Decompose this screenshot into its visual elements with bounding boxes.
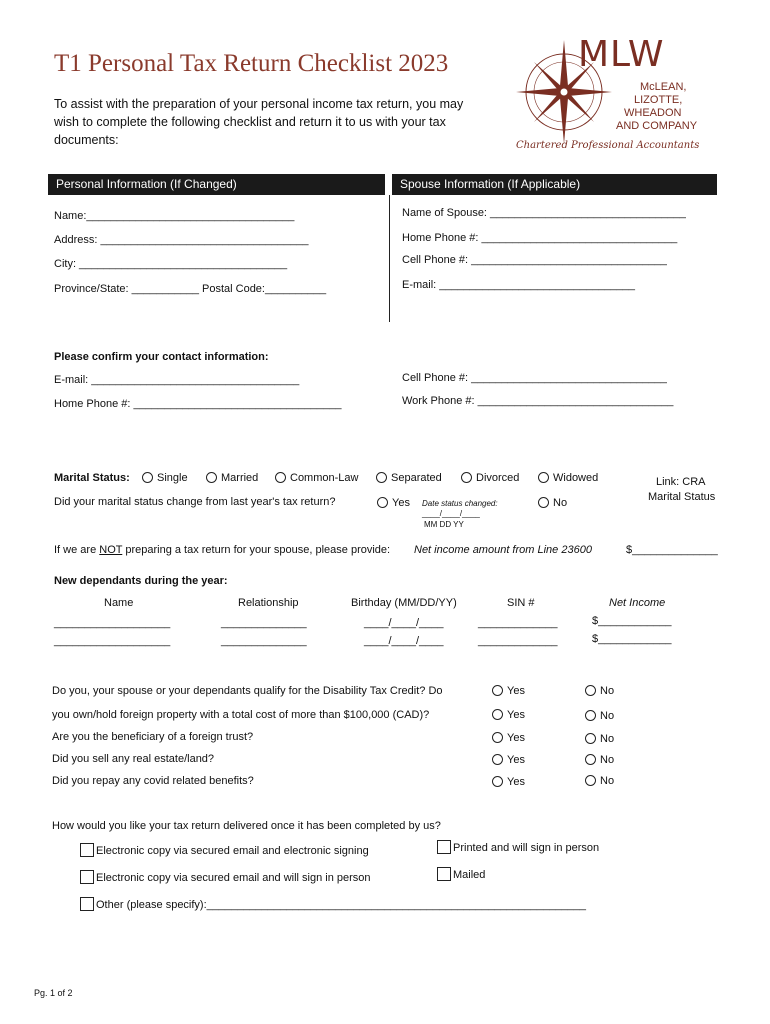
marital-option-separated[interactable]: Separated: [376, 472, 442, 484]
col-header-name: Name: [104, 597, 134, 609]
intro-text: To assist with the preparation of your personal income tax return, you may wish to complete the following checklist and return it to us with your tax documents:: [54, 97, 464, 147]
col-header-net-income: Net Income: [609, 597, 666, 609]
marital-option-married[interactable]: Married: [206, 472, 258, 484]
marital-status-label: Marital Status:: [54, 472, 130, 484]
contact-heading: Please confirm your contact information:: [54, 351, 269, 363]
section-divider: [389, 195, 390, 322]
question-3-no[interactable]: No: [585, 733, 614, 745]
radio-icon: [538, 472, 549, 483]
page-title: T1 Personal Tax Return Checklist 2023: [54, 50, 449, 77]
contact-email-field[interactable]: E-mail: __________________________________: [54, 374, 300, 386]
marital-option-common-law[interactable]: Common-Law: [275, 472, 358, 484]
dependant-2-sin[interactable]: _____________: [478, 635, 558, 647]
logo-line-4: AND COMPANY: [616, 120, 698, 132]
radio-icon: [492, 776, 503, 787]
firm-logo: [512, 34, 712, 160]
question-2: you own/hold foreign property with a total cost of more than $100,000 (CAD)?: [52, 709, 430, 721]
question-3: Are you the beneficiary of a foreign trust?: [52, 731, 254, 743]
question-5-yes[interactable]: Yes: [492, 776, 525, 788]
question-1: Do you, your spouse or your dependants qualify for the Disability Tax Credit? Do: [52, 685, 443, 697]
spouse-home-phone-field[interactable]: Home Phone #: ________________________________: [402, 232, 678, 244]
radio-icon: [377, 497, 388, 508]
spouse-income-question: If we are NOT preparing a tax return for your spouse, please provide:: [54, 544, 391, 556]
address-field[interactable]: Address: __________________________________: [54, 234, 309, 246]
radio-icon: [492, 732, 503, 743]
dependant-2-birthday[interactable]: ____/____/____: [364, 635, 444, 647]
delivery-question: How would you like your tax return delivered once it has been completed by us?: [52, 820, 441, 832]
spouse-cell-phone-field[interactable]: Cell Phone #: ________________________________: [402, 254, 667, 266]
name-field[interactable]: Name:__________________________________: [54, 210, 295, 222]
radio-icon: [275, 472, 286, 483]
question-4-yes[interactable]: Yes: [492, 754, 525, 766]
logo-line-1: McLEAN,: [640, 81, 687, 93]
page-number: Pg. 1 of 2: [34, 988, 73, 998]
radio-icon: [461, 472, 472, 483]
dependant-1-relationship[interactable]: ______________: [221, 617, 307, 629]
spouse-name-field[interactable]: Name of Spouse: ________________________________: [402, 207, 686, 219]
contact-cell-phone-field[interactable]: Cell Phone #: ________________________________: [402, 372, 667, 384]
dependant-1-name[interactable]: ___________________: [54, 617, 171, 629]
city-field[interactable]: City: __________________________________: [54, 258, 288, 270]
logo-line-2: LIZOTTE,: [634, 94, 683, 106]
marital-option-single[interactable]: Single: [142, 472, 188, 484]
radio-icon: [142, 472, 153, 483]
question-4: Did you sell any real estate/land?: [52, 753, 215, 765]
delivery-option-electronic-signing[interactable]: Electronic copy via secured email and electronic signing: [80, 843, 369, 857]
spouse-email-field[interactable]: E-mail: ________________________________: [402, 279, 636, 291]
radio-icon: [376, 472, 387, 483]
personal-info-header: Personal Information (If Changed): [48, 174, 385, 195]
dependant-2-relationship[interactable]: ______________: [221, 635, 307, 647]
marital-option-divorced[interactable]: Divorced: [461, 472, 519, 484]
date-format-label: MM DD YY: [424, 520, 464, 529]
marital-change-no[interactable]: No: [538, 497, 567, 509]
contact-home-phone-field[interactable]: Home Phone #: __________________________________: [54, 398, 342, 410]
question-5: Did you repay any covid related benefits?: [52, 775, 254, 787]
delivery-option-printed[interactable]: Printed and will sign in person: [437, 840, 599, 854]
question-5-no[interactable]: No: [585, 775, 614, 787]
net-income-amount-field[interactable]: $______________: [626, 544, 718, 556]
cra-link-line-1[interactable]: Link: CRA: [656, 476, 706, 488]
question-3-yes[interactable]: Yes: [492, 732, 525, 744]
question-4-no[interactable]: No: [585, 754, 614, 766]
province-postal-field[interactable]: Province/State: ___________ Postal Code:__________: [54, 283, 327, 295]
delivery-option-other[interactable]: Other (please specify):______________________________________________________________: [80, 897, 586, 911]
col-header-relationship: Relationship: [238, 597, 299, 609]
checkbox-icon: [80, 870, 94, 884]
checkbox-icon: [437, 867, 451, 881]
col-header-birthday: Birthday (MM/DD/YY): [351, 597, 457, 609]
dependants-heading: New dependants during the year:: [54, 575, 228, 587]
dependant-1-birthday[interactable]: ____/____/____: [364, 617, 444, 629]
question-1-yes[interactable]: Yes: [492, 685, 525, 697]
date-changed-field[interactable]: ____/____/____: [422, 509, 480, 518]
marital-change-yes[interactable]: Yes: [377, 497, 410, 509]
radio-icon: [492, 754, 503, 765]
dependant-2-name[interactable]: ___________________: [54, 635, 171, 647]
checkbox-icon: [437, 840, 451, 854]
radio-icon: [585, 710, 596, 721]
question-2-yes[interactable]: Yes: [492, 709, 525, 721]
radio-icon: [585, 754, 596, 765]
dependant-1-sin[interactable]: _____________: [478, 617, 558, 629]
question-1-no[interactable]: No: [585, 685, 614, 697]
delivery-option-mailed[interactable]: Mailed: [437, 867, 485, 881]
delivery-option-electronic-in-person[interactable]: Electronic copy via secured email and will sign in person: [80, 870, 371, 884]
contact-work-phone-field[interactable]: Work Phone #: ________________________________: [402, 395, 674, 407]
question-2-no[interactable]: No: [585, 710, 614, 722]
checkbox-icon: [80, 843, 94, 857]
net-income-label: Net income amount from Line 23600: [414, 544, 592, 556]
radio-icon: [585, 685, 596, 696]
dependant-1-net-income[interactable]: $____________: [592, 615, 672, 627]
cra-link-line-2[interactable]: Marital Status: [648, 491, 716, 503]
radio-icon: [538, 497, 549, 508]
radio-icon: [585, 775, 596, 786]
logo-tagline: Chartered Professional Accountants: [516, 140, 700, 151]
radio-icon: [492, 685, 503, 696]
radio-icon: [585, 733, 596, 744]
marital-change-question: Did your marital status change from last year's tax return?: [54, 496, 336, 508]
date-changed-label: Date status changed:: [422, 499, 498, 508]
spouse-info-header: Spouse Information (If Applicable): [392, 174, 717, 195]
radio-icon: [206, 472, 217, 483]
logo-letters: MLW: [578, 34, 665, 75]
radio-icon: [492, 709, 503, 720]
col-header-sin: SIN #: [507, 597, 535, 609]
logo-line-3: WHEADON: [624, 107, 682, 119]
marital-option-widowed[interactable]: Widowed: [538, 472, 598, 484]
checkbox-icon: [80, 897, 94, 911]
dependant-2-net-income[interactable]: $____________: [592, 633, 672, 645]
